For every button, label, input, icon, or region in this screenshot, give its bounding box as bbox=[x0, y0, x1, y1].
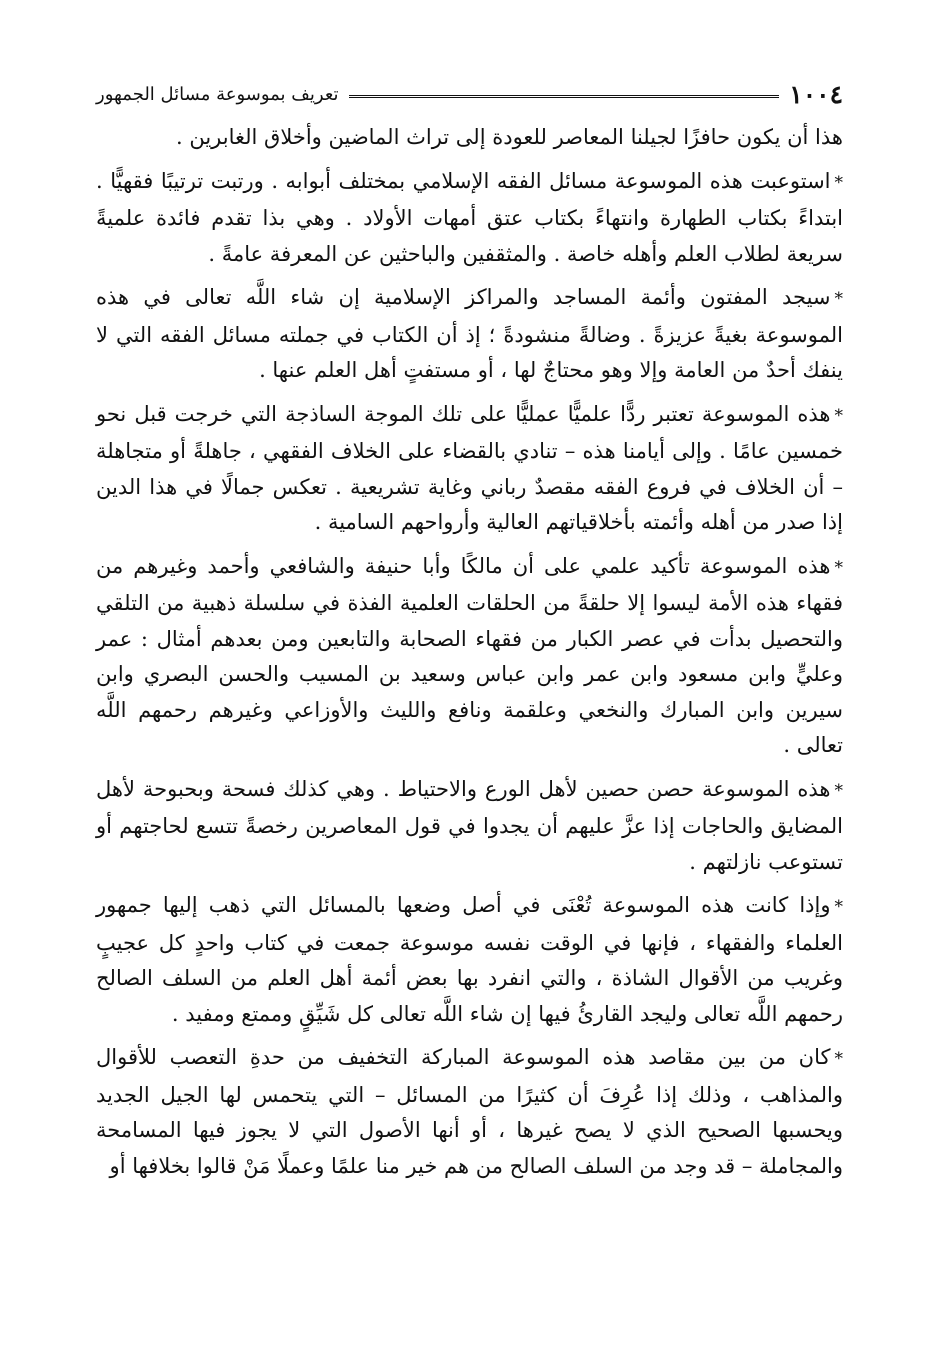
paragraph-text: وإذا كانت هذه الموسوعة تُعْنَى في أصل وضعها بالمسائل التي ذهب إليها جمهور العلماء والفقهاء ، فإنها في الوقت نفسه موسوعة جمعت في كتاب واحدٍ كل عجيبٍ وغريب من الأقوال الشاذة ، والتي انفرد بها بعض أئمة أهل العلم من السلف الصالح رحمهم اللَّه تعالى وليجد القارئُ فيها إن شاء اللَّه تعالى كل شَيِّقٍ وممتع ومفيد . bbox=[96, 893, 843, 1026]
paragraph bbox=[96, 888, 843, 1032]
paragraph-text: هذا أن يكون حافزًا لجيلنا المعاصر للعودة إلى تراث الماضين وأخلاق الغابرين . bbox=[175, 125, 843, 149]
paragraph bbox=[96, 164, 843, 273]
paragraph bbox=[96, 1040, 843, 1184]
paragraph bbox=[96, 280, 843, 389]
paragraph-text: سيجد المفتون وأئمة المساجد والمراكز الإسلامية إن شاء اللَّه تعالى في هذه الموسوعة بغيةً عزيزةً . وضالةً منشودةً ؛ إذ أن الكتاب في جملته مسائل الفقه التي لا ينفك أحدٌ من العامة وإلا وهو محتاجٌ لها ، أو مستفتٍ أهل العلم عنها . bbox=[96, 285, 843, 382]
bullet-marker: * bbox=[834, 405, 843, 426]
book-page bbox=[96, 72, 843, 1332]
paragraph bbox=[96, 549, 843, 764]
bullet-marker: * bbox=[834, 897, 843, 917]
bullet-marker: * bbox=[834, 172, 843, 193]
paragraph-text: هذه الموسوعة تعتبر ردًّا علميًّا عمليًّا على تلك الموجة الساذجة التي خرجت قبل نحو خمسين عامًا . وإلى أيامنا هذه – تنادي بالقضاء على الخلاف الفقهي ، جاهلةً أو متجاهلة – أن الخلاف في فروع الفقه مقصدٌ رباني وغاية تشريعية . تعكس جمالًا في هذا الدين إذا صدر من أهله وأئمته بأخلاقياتهم العالية وأرواحهم السامية . bbox=[96, 401, 844, 534]
bullet-marker: * bbox=[834, 289, 843, 309]
bullet-marker: * bbox=[834, 1049, 843, 1069]
running-header-title: تعريف بموسوعة مسائل الجمهور bbox=[96, 83, 339, 105]
header-double-rule bbox=[349, 95, 780, 98]
paragraph bbox=[96, 120, 843, 156]
bullet-marker: * bbox=[834, 780, 843, 801]
paragraph-text: كان من بين مقاصد هذه الموسوعة المباركة التخفيف من حدةِ التعصب للأقوال والمذاهب ، وذلك إذا عُرِفَ أن كثيرًا من المسائل – التي يتحمس لها الجيل الجديد ويحسبها الصحيح الذي لا يصح غيرها ، أو أنها الأصول التي لا يجوز فيها المسامحة والمجاملة – قد وجد من السلف الصالح من هم خير منا علمًا وعملًا مَنْ قالوا بخلافها أو bbox=[96, 1045, 843, 1178]
paragraph bbox=[96, 772, 843, 881]
paragraph bbox=[96, 397, 843, 541]
running-header bbox=[96, 72, 843, 116]
body-text bbox=[96, 120, 843, 1184]
page-number: ١٠٠٤ bbox=[789, 79, 843, 109]
paragraph-text: استوعبت هذه الموسوعة مسائل الفقه الإسلامي بمختلف أبوابه . ورتبت ترتيبًا فقهيًّا . ابتداءً بكتاب الطهارة وانتهاءً بكتاب عتق أمهات الأولاد . وهي بذا تقدم فائدة علميةً سريعة لطلاب العلم وأهله خاصة . والمثقفين والباحثين عن المعرفة عامةً . bbox=[96, 168, 843, 266]
paragraph-text: هذه الموسوعة حصن حصين لأهل الورع والاحتياط . وهي كذلك فسحة وبحبوحة لأهل المضايق والحاجات إذا عزَّ عليهم أن يجدوا في قول المعاصرين رخصةً تتسع لحاجتهم أو تستوعب نازلتهم . bbox=[96, 776, 843, 874]
paragraph-text: هذه الموسوعة تأكيد علمي على أن مالكًا وأبا حنيفة والشافعي وأحمد وغيرهم من فقهاء هذه الأمة ليسوا إلا حلقةً من الحلقات العلمية الفذة في سلسلة ذهبية من التلقي والتحصيل بدأت في عصر الكبار من فقهاء الصحابة والتابعين ومن بعدهم أمثال : عمر وعليٍّ وابن مسعود وابن عمر وابن عباس وسعيد بن المسيب والحسن البصري وابن سيرين وابن المبارك والنخعي وعلقمة ونافع والليث والأوزاعي وغيرهم رحمهم اللَّه تعالى . bbox=[96, 553, 843, 757]
bullet-marker: * bbox=[834, 557, 843, 578]
